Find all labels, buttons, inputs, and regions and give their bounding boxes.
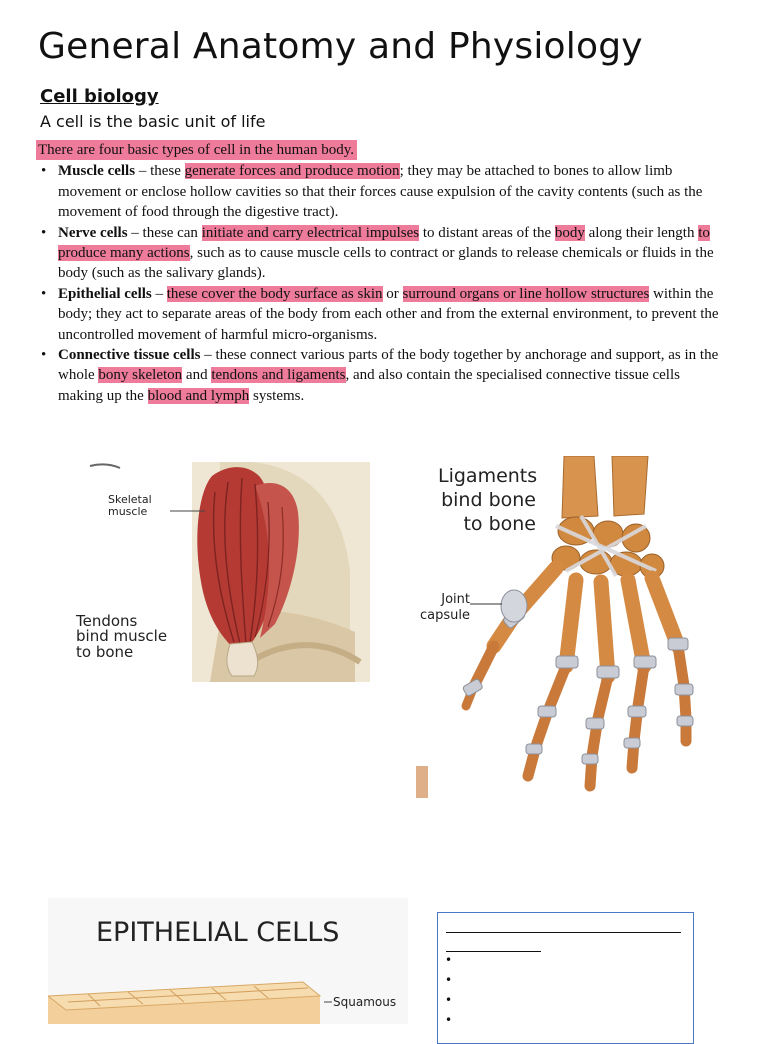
cell-type-term: Epithelial cells: [58, 285, 152, 302]
body-text: to distant areas of the: [419, 224, 555, 241]
cell-type-item: [36, 284, 726, 345]
cell-type-term: Nerve cells: [58, 224, 128, 241]
bullet-dot: •: [41, 285, 47, 302]
highlighted-text: bony skeleton: [98, 367, 183, 384]
lead-sentence: There are four basic types of cell in the human body.: [36, 140, 357, 160]
body-text: – these can: [127, 224, 202, 241]
highlighted-text: these cover the body surface as skin: [166, 285, 383, 302]
cell-type-item: [36, 223, 726, 284]
highlighted-text: blood and lymph: [147, 387, 250, 404]
epithelial-figure: [48, 898, 408, 1024]
bullet-dot: •: [41, 163, 47, 180]
intro-text: A cell is the basic unit of life: [40, 112, 266, 131]
section-heading: Cell biology: [40, 86, 159, 107]
highlighted-text: surround organs or line hollow structures: [402, 285, 650, 302]
highlighted-text: body: [554, 224, 585, 241]
cell-type-term: Connective tissue cells: [58, 347, 201, 364]
hand-ligaments-figure: [416, 456, 716, 846]
notes-box: [437, 912, 694, 1044]
joint-capsule-label: Joint capsule: [420, 592, 470, 623]
body-text: and: [182, 367, 212, 384]
body-text: ; they may be attached to bones to allow limb movement or enclose hollow cavities so that their forces cause expulsion of the cavity contents (such as the movement of food through the digestive tract).: [58, 163, 703, 221]
blank-line-2: [446, 951, 541, 952]
cell-type-item: [36, 345, 726, 406]
cell-type-term: Muscle cells: [58, 163, 136, 180]
body-text: –: [151, 285, 167, 302]
body-text: , such as to cause muscle cells to contract or glands to release chemicals or fluids in the body (such as the salivary glands).: [58, 245, 714, 282]
muscle-figure: [70, 462, 370, 682]
body-text: – these: [135, 163, 185, 180]
bullet-1: •: [445, 953, 453, 967]
highlighted-text: generate forces and produce motion: [184, 163, 400, 180]
body-text: or: [382, 285, 403, 302]
skeletal-muscle-label: Skeletal muscle: [108, 493, 152, 519]
bullet-dot: •: [41, 347, 47, 364]
ligaments-label: Ligaments bind bone to bone: [438, 465, 538, 536]
bullet-2: •: [445, 973, 453, 987]
highlighted-text: to produce many actions: [58, 224, 710, 262]
squamous-label: Squamous: [333, 995, 397, 1009]
page-title: General Anatomy and Physiology: [38, 26, 643, 67]
body-text: within the body; they act to separate areas of the body from each other and from the external environment, to prevent the uncontrolled movement of harmful micro-organisms.: [58, 285, 719, 343]
bullet-3: •: [445, 993, 453, 1007]
body-text: , and also contain the specialised connective tissue cells making up the: [58, 367, 680, 404]
epithelial-heading: EPITHELIAL CELLS: [96, 917, 340, 948]
body-text: systems.: [249, 387, 305, 404]
tendons-label: Tendons bind muscle to bone: [76, 612, 168, 661]
blank-line-1: [446, 932, 681, 933]
bullet-dot: •: [41, 224, 47, 241]
cell-types-list: [36, 161, 726, 406]
body-text: along their length: [584, 224, 699, 241]
bullet-4: •: [445, 1013, 453, 1027]
cell-types-text: [36, 140, 726, 406]
body-text: – these connect various parts of the body together by anchorage and support, as in the whole: [58, 347, 719, 384]
highlighted-text: initiate and carry electrical impulses: [201, 224, 420, 241]
cell-type-item: [36, 161, 726, 222]
highlighted-text: tendons and ligaments: [211, 367, 346, 384]
